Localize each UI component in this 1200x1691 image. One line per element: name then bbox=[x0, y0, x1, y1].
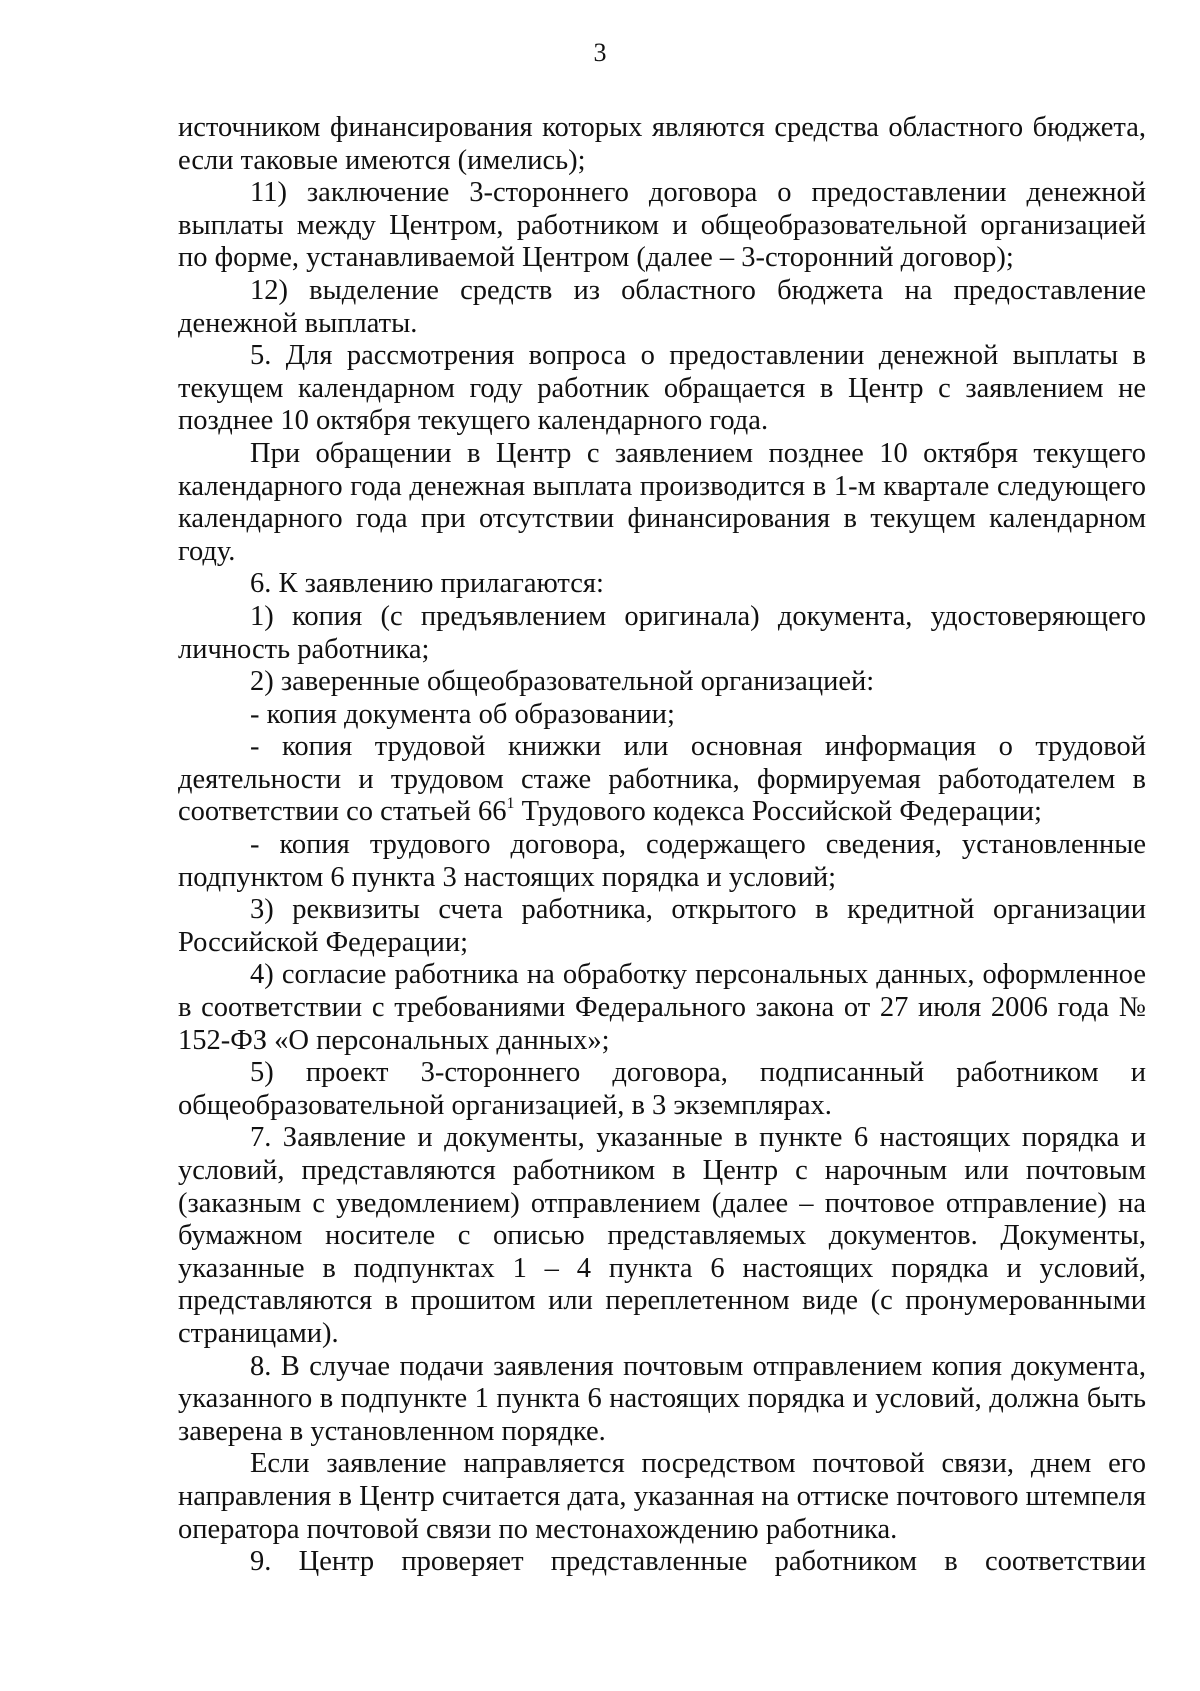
workbook-text-start: - копия трудовой книжки или основная информация о трудовой деятельности и трудовом стаже работника, формируемая работодателем в соответствии со статьей 66 bbox=[178, 731, 1146, 828]
paragraph-clause-9: 9. Центр проверяет представленные работником в соответствии bbox=[250, 1546, 1146, 1578]
paragraph-attachment-2-contract: - копия трудового договора, содержащего сведения, установленные подпунктом 6 пункта 3 настоящих порядка и условий; bbox=[178, 829, 1146, 893]
page-number: 3 bbox=[593, 38, 607, 67]
paragraph-attachment-2-workbook bbox=[178, 731, 1146, 829]
paragraph-item-11: 11) заключение 3-стороннего договора о предоставлении денежной выплаты между Центром, работником и общеобразовательной организацией по форме, устанавливаемой Центром (далее – 3-сторонний договор); bbox=[178, 177, 1146, 274]
paragraph-clause-6: 6. К заявлению прилагаются: bbox=[250, 568, 604, 600]
paragraph-clause-8-postal: Если заявление направляется посредством почтовой связи, днем его направления в Центр считается дата, указанная на оттиске почтового штемпеля оператора почтовой связи по местонахождению работника. bbox=[178, 1448, 1146, 1545]
paragraph-attachment-2: 2) заверенные общеобразовательной организацией: bbox=[250, 666, 875, 698]
paragraph-item-12: 12) выделение средств из областного бюджета на предоставление денежной выплаты. bbox=[178, 274, 1146, 339]
paragraph-attachment-1: 1) копия (с предъявлением оригинала) документа, удостоверяющего личность работника; bbox=[178, 600, 1146, 665]
workbook-text-end: Трудового кодекса Российской Федерации; bbox=[514, 796, 1042, 828]
paragraph-continuation: источником финансирования которых являются средства областного бюджета, если таковые имеются (имелись); bbox=[178, 112, 1146, 176]
article-superscript: 1 bbox=[506, 795, 515, 813]
paragraph-attachment-4: 4) согласие работника на обработку персональных данных, оформленное в соответствии с требованиями Федерального закона от 27 июля 2006 года № 152-ФЗ «О персональных данных»; bbox=[178, 959, 1146, 1056]
paragraph-clause-7: 7. Заявление и документы, указанные в пункте 6 настоящих порядка и условий, представляются работником в Центр с нарочным или почтовым (заказным с уведомлением) отправлением (далее – почтовое отправление) на бумажном носителе с описью представляемых документов. Документы, указанные в подпунктах 1 – 4 пункта 6 настоящих порядка и условий, представляются в прошитом или переплетенном виде (с пронумерованными страницами). bbox=[178, 1122, 1146, 1349]
paragraph-attachment-2-education: - копия документа об образовании; bbox=[250, 698, 675, 730]
paragraph-attachment-5: 5) проект 3-стороннего договора, подписанный работником и общеобразовательной организацией, в 3 экземплярах. bbox=[178, 1057, 1146, 1121]
paragraph-clause-5: 5. Для рассмотрения вопроса о предоставлении денежной выплаты в текущем календарном году работник обращается в Центр с заявлением не позднее 10 октября текущего календарного года. bbox=[178, 340, 1146, 437]
paragraph-clause-8: 8. В случае подачи заявления почтовым отправлением копия документа, указанного в подпункте 1 пункта 6 настоящих порядка и условий, должна быть заверена в установленном порядке. bbox=[178, 1350, 1146, 1447]
document-body bbox=[178, 112, 1146, 1579]
paragraph-clause-5-late: При обращении в Центр с заявлением позднее 10 октября текущего календарного года денежная выплата производится в 1-м квартале следующего календарного года при отсутствии финансирования в текущем календарном году. bbox=[178, 437, 1146, 567]
paragraph-attachment-3: 3) реквизиты счета работника, открытого в кредитной организации Российской Федерации; bbox=[178, 894, 1146, 958]
